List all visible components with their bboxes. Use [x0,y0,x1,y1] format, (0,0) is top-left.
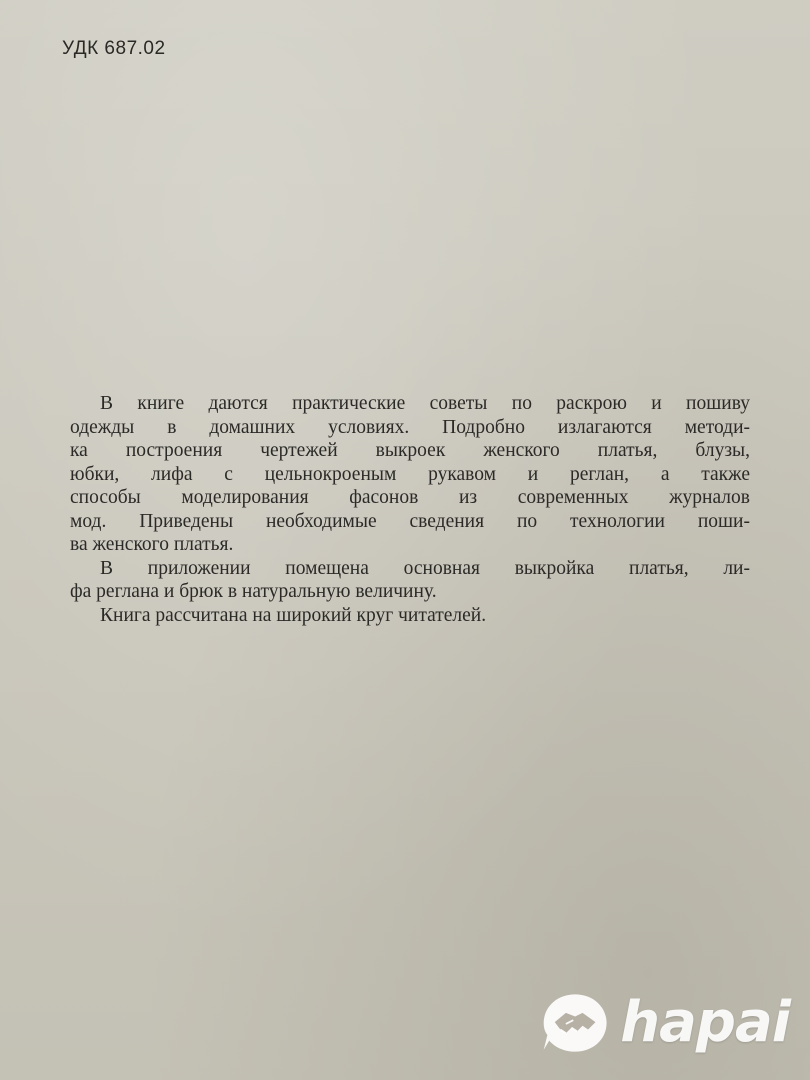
abstract-line: ка построения чертежей выкроек женского платья, блузы, [70,440,750,461]
abstract-line: ва женского платья. [70,534,234,555]
abstract-line: фа реглана и брюк в натуральную величину. [70,581,437,602]
handshake-icon [540,988,610,1058]
abstract-line: способы моделирования фасонов из современных журналов [70,487,750,508]
abstract-line: мод. Приведены необходимые сведения по технологии поши- [70,510,750,532]
abstract-line: одежды в домашних условиях. Подробно излагаются методи- [70,416,750,438]
udk-code: УДК 687.02 [62,38,166,59]
watermark [540,984,790,1062]
abstract-line: юбки, лифа с цельнокроеным рукавом и реглан, а также [70,463,750,485]
abstract-line: В приложении помещена основная выкройка платья, ли- [100,557,750,579]
watermark-text: hapai [620,990,790,1055]
abstract-line: Книга рассчитана на широкий круг читателей. [100,604,487,626]
abstract-line: В книге даются практические советы по раскрою и пошиву [100,393,750,414]
abstract-text [70,392,750,627]
